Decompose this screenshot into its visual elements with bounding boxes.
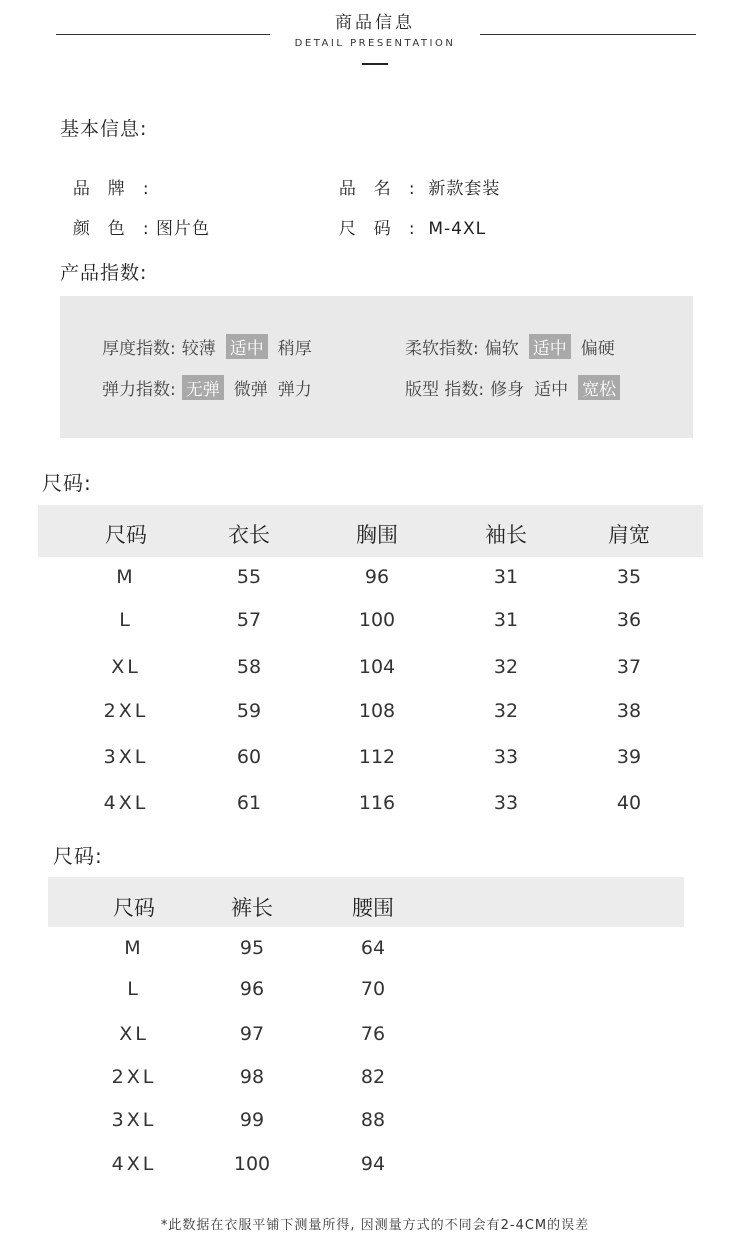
table-header-cell: 尺码 (105, 523, 147, 547)
measurement-note: *此数据在衣服平铺下测量所得, 因测量方式的不同会有2-4CM的误差 (160, 1218, 590, 1233)
table-cell: 99 (239, 1109, 265, 1131)
size-label-cell: 2XL (111, 1066, 157, 1088)
table-cell: 32 (493, 656, 519, 678)
thickness-option: 稍厚 (277, 339, 312, 359)
table-cell: 31 (493, 566, 519, 588)
table-cell: 116 (358, 792, 396, 814)
fit-option: 修身 (490, 380, 525, 400)
name-row (326, 154, 500, 199)
table-cell: 64 (360, 937, 386, 959)
fit-option: 适中 (534, 380, 569, 400)
table-cell: 61 (236, 792, 262, 814)
size-label-cell: L (119, 609, 133, 631)
table-cell: 97 (239, 1023, 265, 1045)
table-cell: 35 (616, 566, 642, 588)
brand-label: 品牌 (72, 179, 143, 199)
header-subtitle: DETAIL PRESENTATION (294, 38, 456, 49)
color-value: : 图片色 (142, 219, 210, 239)
name-label: 品名 (338, 179, 409, 199)
thickness-option: 较薄 (181, 339, 216, 359)
brand-value: : (142, 179, 150, 199)
table-cell: 96 (239, 978, 265, 1000)
thickness-option: 适中 (226, 334, 268, 359)
table-cell: 40 (616, 792, 642, 814)
brand-row (60, 154, 150, 199)
fit-option: 宽松 (578, 375, 620, 400)
table-header-cell: 袖长 (485, 523, 527, 547)
basic-info-title: 基本信息: (60, 118, 148, 140)
header-divider-left (56, 34, 270, 35)
table-cell: 100 (233, 1153, 271, 1175)
softness-label: 柔软指数: (405, 339, 479, 359)
table-cell: 100 (358, 609, 396, 631)
thickness-label: 厚度指数: (102, 339, 176, 359)
fit-index (405, 375, 630, 400)
thickness-index (102, 334, 322, 359)
size-label-cell: 4XL (103, 792, 149, 814)
table-cell: 39 (616, 746, 642, 768)
table-header-cell: 肩宽 (608, 523, 650, 547)
table-cell: 104 (358, 656, 396, 678)
table-cell: 96 (364, 566, 390, 588)
table-header-cell: 衣长 (228, 523, 270, 547)
table-cell: 33 (493, 746, 519, 768)
color-label: 颜色 (72, 219, 143, 239)
table-header-cell: 胸围 (356, 523, 398, 547)
table-cell: 59 (236, 700, 262, 722)
header-title: 商品信息 (335, 13, 415, 33)
header-dash (362, 63, 388, 65)
elasticity-index (102, 375, 322, 400)
size-label-cell: M (124, 937, 144, 959)
fit-label: 版型 指数: (405, 380, 485, 400)
color-row (60, 194, 210, 239)
table-cell: 37 (616, 656, 642, 678)
table-cell: 94 (360, 1153, 386, 1175)
table-cell: 70 (360, 978, 386, 1000)
size-label-cell: L (127, 978, 141, 1000)
size-label-cell: 3XL (111, 1109, 157, 1131)
table-cell: 38 (616, 700, 642, 722)
product-index-box (60, 296, 693, 438)
name-value: : 新款套装 (408, 179, 501, 199)
size-label-cell: 3XL (103, 746, 149, 768)
bottom-table-title: 尺码: (53, 844, 103, 868)
table-cell: 112 (358, 746, 396, 768)
header-divider-right (480, 34, 696, 35)
size-row (326, 194, 486, 239)
table-cell: 88 (360, 1109, 386, 1131)
elasticity-option: 弹力 (277, 380, 312, 400)
size-label: 尺码 (338, 219, 409, 239)
size-label-cell: 2XL (103, 700, 149, 722)
table-cell: 55 (236, 566, 262, 588)
table-cell: 33 (493, 792, 519, 814)
table-cell: 108 (358, 700, 396, 722)
detail-header (0, 0, 750, 80)
table-header-cell: 裤长 (231, 896, 273, 920)
table-header-cell: 尺码 (113, 896, 155, 920)
table-cell: 36 (616, 609, 642, 631)
table-header-cell: 腰围 (352, 896, 394, 920)
table-cell: 82 (360, 1066, 386, 1088)
table-cell: 31 (493, 609, 519, 631)
elasticity-option: 无弹 (182, 375, 224, 400)
table-cell: 57 (236, 609, 262, 631)
size-label-cell: XL (119, 1023, 149, 1045)
softness-option: 适中 (529, 334, 571, 359)
size-label-cell: XL (111, 656, 141, 678)
top-table-title: 尺码: (42, 471, 92, 495)
table-cell: 98 (239, 1066, 265, 1088)
size-value: : M-4XL (408, 219, 487, 239)
table-cell: 58 (236, 656, 262, 678)
elasticity-label: 弹力指数: (102, 380, 176, 400)
softness-option: 偏软 (484, 339, 519, 359)
size-label-cell: 4XL (111, 1153, 157, 1175)
elasticity-option: 微弹 (233, 380, 268, 400)
softness-option: 偏硬 (580, 339, 615, 359)
table-cell: 76 (360, 1023, 386, 1045)
size-label-cell: M (116, 566, 136, 588)
table-cell: 95 (239, 937, 265, 959)
product-index-title: 产品指数: (60, 262, 148, 284)
table-cell: 32 (493, 700, 519, 722)
table-cell: 60 (236, 746, 262, 768)
softness-index (405, 334, 625, 359)
